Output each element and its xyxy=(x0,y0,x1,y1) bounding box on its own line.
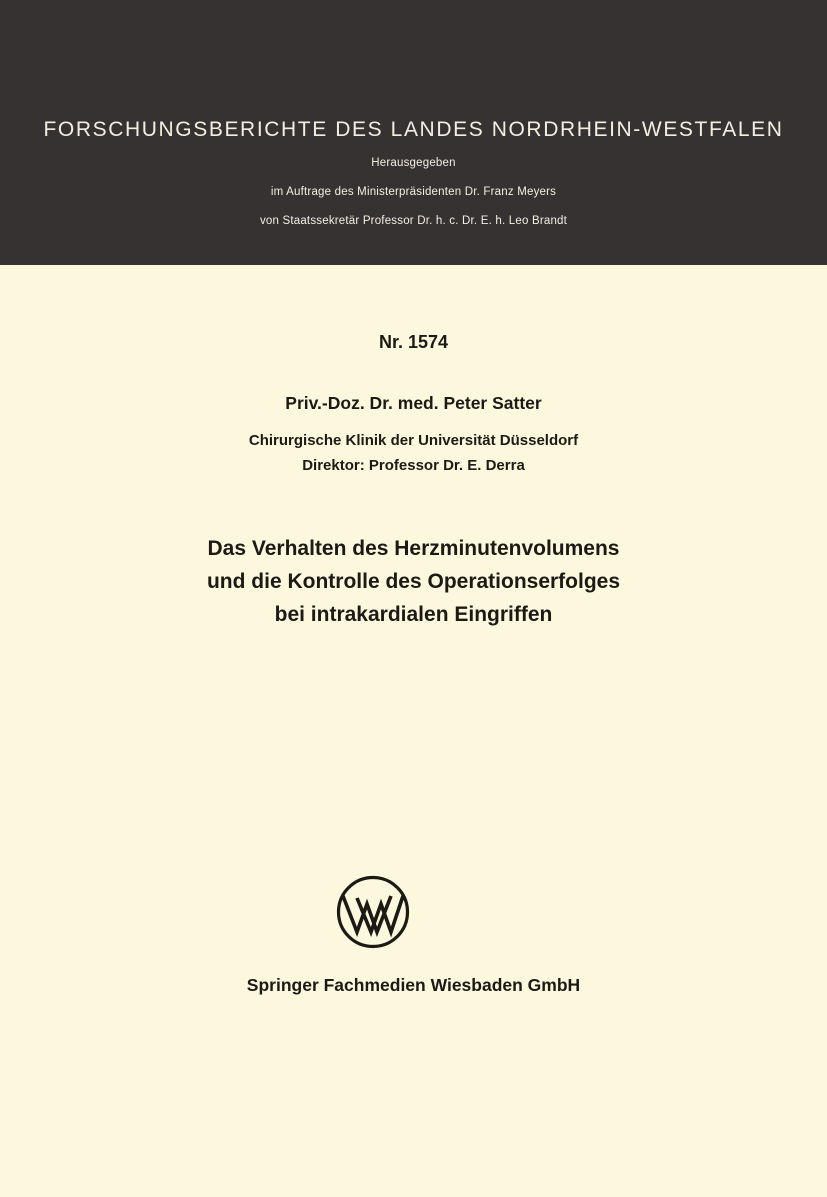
affiliation-director: Direktor: Professor Dr. E. Derra xyxy=(302,457,525,474)
header-band xyxy=(0,0,827,265)
editor-line-2: im Auftrage des Ministerpräsidenten Dr. Franz Meyers xyxy=(270,186,557,198)
editor-line-3: von Staatssekretär Professor Dr. h. c. Dr. E. h. Leo Brandt xyxy=(259,215,568,227)
book-title-line-1: Das Verhalten des Herzminutenvolumens xyxy=(207,537,620,560)
author-name: Priv.-Doz. Dr. med. Peter Satter xyxy=(285,393,542,413)
affiliation-clinic: Chirurgische Klinik der Universität Düsseldorf xyxy=(248,432,579,449)
editor-line-1: Herausgegeben xyxy=(371,157,456,169)
publisher-name: Springer Fachmedien Wiesbaden GmbH xyxy=(246,975,581,995)
report-number: Nr. 1574 xyxy=(378,332,449,352)
book-title-line-2: und die Kontrolle des Operationserfolges xyxy=(206,570,621,593)
westdeutscher-verlag-ww-logo-icon xyxy=(335,874,411,950)
book-title-line-3: bei intrakardialen Eingriffen xyxy=(274,603,553,626)
series-title: FORSCHUNGSBERICHTE DES LANDES NORDRHEIN-WESTFALEN xyxy=(43,118,784,141)
